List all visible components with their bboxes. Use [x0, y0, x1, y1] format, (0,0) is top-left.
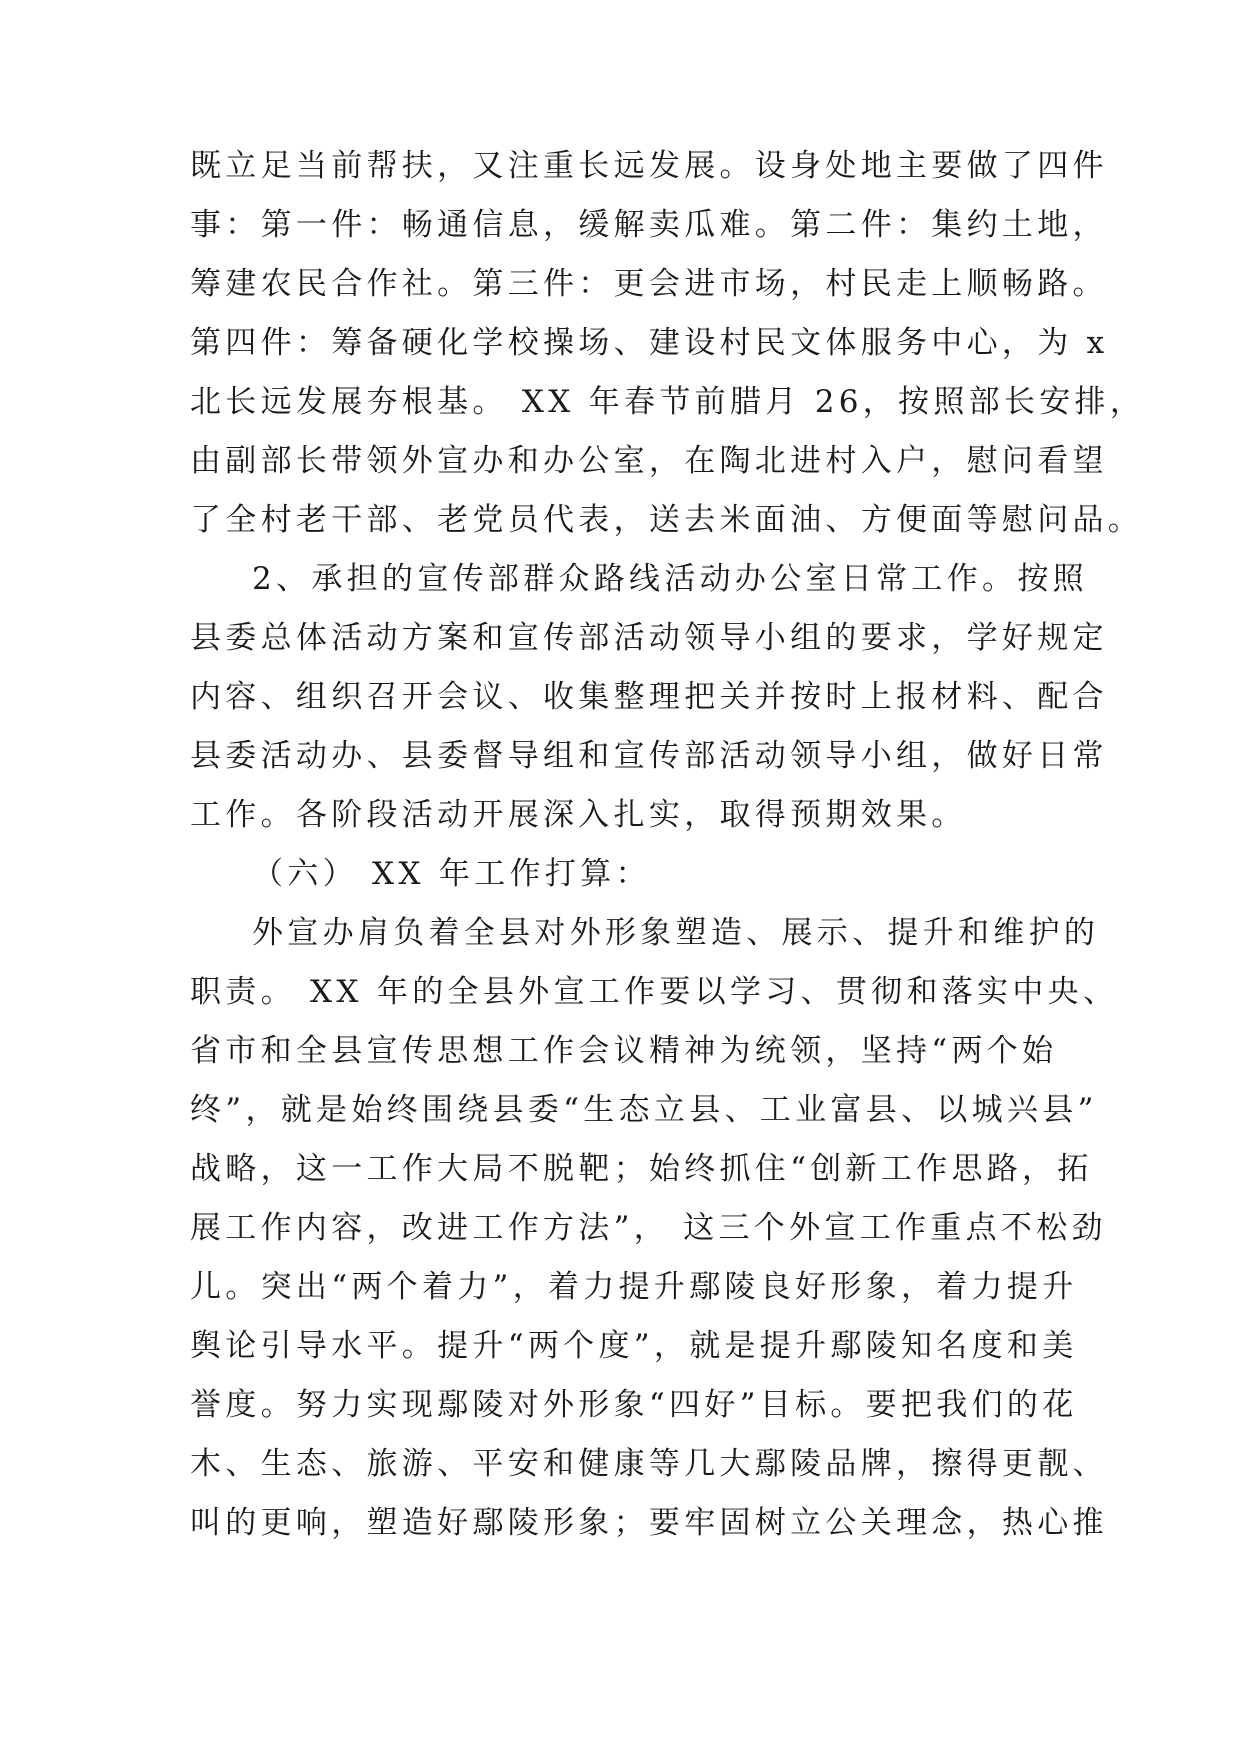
text-line: 事：第一件：畅通信息，缓解卖瓜难。第二件：集约土地， [190, 207, 1108, 243]
text-line: 内容、组织召开会议、收集整理把关并按时上报材料、配合 [190, 679, 1108, 715]
text-line: 舆论引导水平。提升“两个度”，就是提升鄢陵知名度和美 [190, 1328, 1078, 1364]
text-line: 省市和全县宣传思想工作会议精神为统领，坚持“两个始 [190, 1033, 1058, 1069]
text-line: 筹建农民合作社。第三件：更会进市场，村民走上顺畅路。 [190, 266, 1108, 302]
text-line: 由副部长带领外宣办和办公室，在陶北进村入户，慰问看望 [190, 443, 1108, 479]
text-line: 工作。各阶段活动开展深入扎实，取得预期效果。 [190, 797, 967, 833]
text-line: 木、生态、旅游、平安和健康等几大鄢陵品牌，擦得更靓、 [190, 1446, 1108, 1482]
text-line: 誉度。努力实现鄢陵对外形象“四好”目标。要把我们的花 [190, 1387, 1078, 1423]
text-line: 叫的更响，塑造好鄢陵形象；要牢固树立公关理念，热心推 [190, 1505, 1108, 1541]
paragraph-start-line: 外宣办肩负着全县对外形象塑造、展示、提升和维护的 [252, 915, 1100, 951]
section-heading: （六） XX 年工作打算： [252, 856, 651, 892]
text-line: 北长远发展夯根基。 XX 年春节前腊月 26，按照部长安排， [190, 384, 1146, 420]
text-line: 终”，就是始终围绕县委“生态立县、工业富县、以城兴县” [190, 1092, 1098, 1128]
text-line: 既立足当前帮扶，又注重长远发展。设身处地主要做了四件 [190, 148, 1108, 184]
text-line: 第四件：筹备硬化学校操场、建设村民文体服务中心，为 x [190, 325, 1109, 361]
text-line: 儿。突出“两个着力”，着力提升鄢陵良好形象，着力提升 [190, 1269, 1078, 1305]
text-line: 职责。 XX 年的全县外宣工作要以学习、贯彻和落实中央、 [190, 974, 1119, 1010]
text-line: 展工作内容，改进工作方法”， 这三个外宣工作重点不松劲 [190, 1210, 1107, 1246]
text-line: 县委总体活动方案和宣传部活动领导小组的要求，学好规定 [190, 620, 1108, 656]
paragraph-start-line: 2、承担的宣传部群众路线活动办公室日常工作。按照 [252, 561, 1088, 597]
text-line: 战略，这一工作大局不脱靶；始终抓住“创新工作思路，拓 [190, 1151, 1093, 1187]
text-line: 了全村老干部、老党员代表，送去米面油、方便面等慰问品。 [190, 502, 1144, 538]
text-line: 县委活动办、县委督导组和宣传部活动领导小组，做好日常 [190, 738, 1108, 774]
